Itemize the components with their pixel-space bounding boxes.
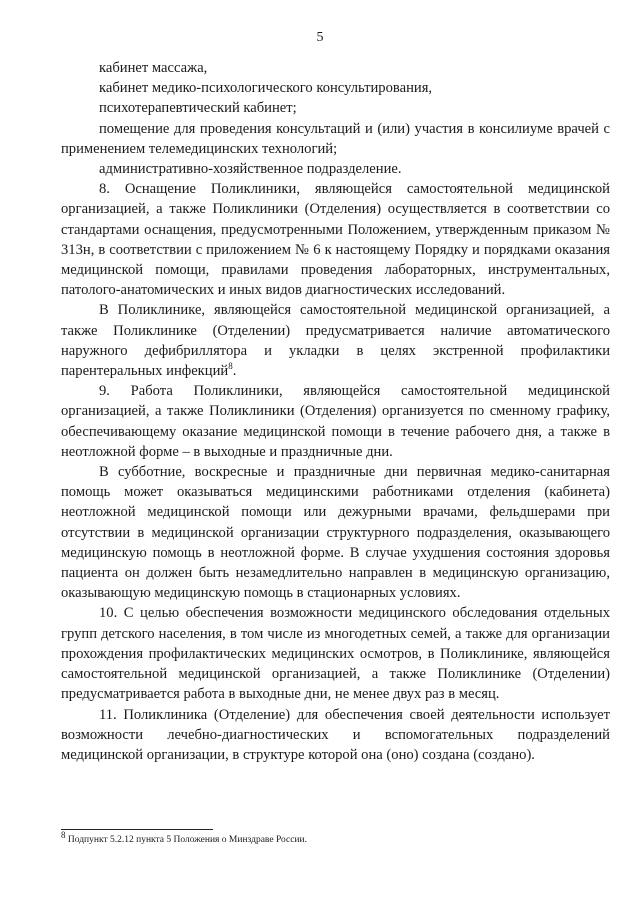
paragraph-end: . <box>232 363 237 380</box>
paragraph-11: 11. Поликлиника (Отделение) для обеспечения своей деятельности использует возможности лечебно-диагностических и вспомогательных подразделений медицинской организации, в структуре которой она (оно) создана (создано). <box>61 706 610 763</box>
document-body <box>61 58 610 765</box>
list-item: кабинет медико-психологического консультирования, <box>99 80 433 97</box>
footnote-mark: 8 <box>61 829 66 840</box>
paragraph-9-continued: В субботние, воскресные и праздничные дни первичная медико-санитарная помощь может оказываться медицинскими работниками отделения (кабинета) неотложной медицинской помощи или дежурными врачами, фельдшерами при отсутствии в медицинской организации структурного подразделения, оказывающего медицинскую помощь в неотложной форме. В случае ухудшения состояния здоровья пациента он должен быть незамедлительно направлен в медицинскую организацию, оказывающую медицинскую помощь в стационарных условиях. <box>61 464 610 602</box>
paragraph-10: 10. С целью обеспечения возможности медицинского обследования отдельных групп детского населения, в том числе из многодетных семей, а также для организации прохождения профилактических медицинских осмотров, в Поликлинике, являющейся самостоятельной медицинской организацией, а также Поликлинике (Отделении) предусматривается работа в выходные дни, не менее двух раз в месяц. <box>61 605 610 703</box>
footnote <box>61 829 610 846</box>
paragraph-8-continued <box>61 300 610 381</box>
footnote-divider <box>61 829 213 830</box>
paragraph-text: В Поликлинике, являющейся самостоятельной медицинской организацией, а также Поликлинике (Отделении) предусматривается наличие автоматического наружного дефибриллятора и укладки в целях экстренной профилактики парентеральных инфекций <box>61 302 610 380</box>
paragraph-8: 8. Оснащение Поликлиники, являющейся самостоятельной медицинской организацией, а также Поликлиники (Отделения) осуществляется в соответствии со стандартами оснащения, предусмотренными Положением, утвержденным приказом № 313н, в соответствии с приложением № 6 к настоящему Порядку и порядками оказания медицинской помощи, правилами проведения лабораторных, инструментальных, патолого-анатомических и иных видов диагностических исследований. <box>61 181 610 299</box>
list-item: психотерапевтический кабинет; <box>99 100 297 117</box>
list-item: кабинет массажа, <box>99 60 208 76</box>
list-item: административно-хозяйственное подразделение. <box>99 161 402 178</box>
paragraph-9: 9. Работа Поликлиники, являющейся самостоятельной медицинской организацией, а также Поликлиники (Отделения) организуется по сменному графику, обеспечивающему оказание медицинской помощи в течение рабочего дня, а также в неотложной форме – в выходные и праздничные дни. <box>61 383 610 460</box>
page-number: 5 <box>316 30 324 45</box>
footnote-reference: 8 <box>228 361 233 372</box>
footnote-text: Подпункт 5.2.12 пункта 5 Положения о Минздраве России. <box>65 835 307 845</box>
list-item: помещение для проведения консультаций и (или) участия в консилиуме врачей с применением телемедицинских технологий; <box>61 120 610 157</box>
